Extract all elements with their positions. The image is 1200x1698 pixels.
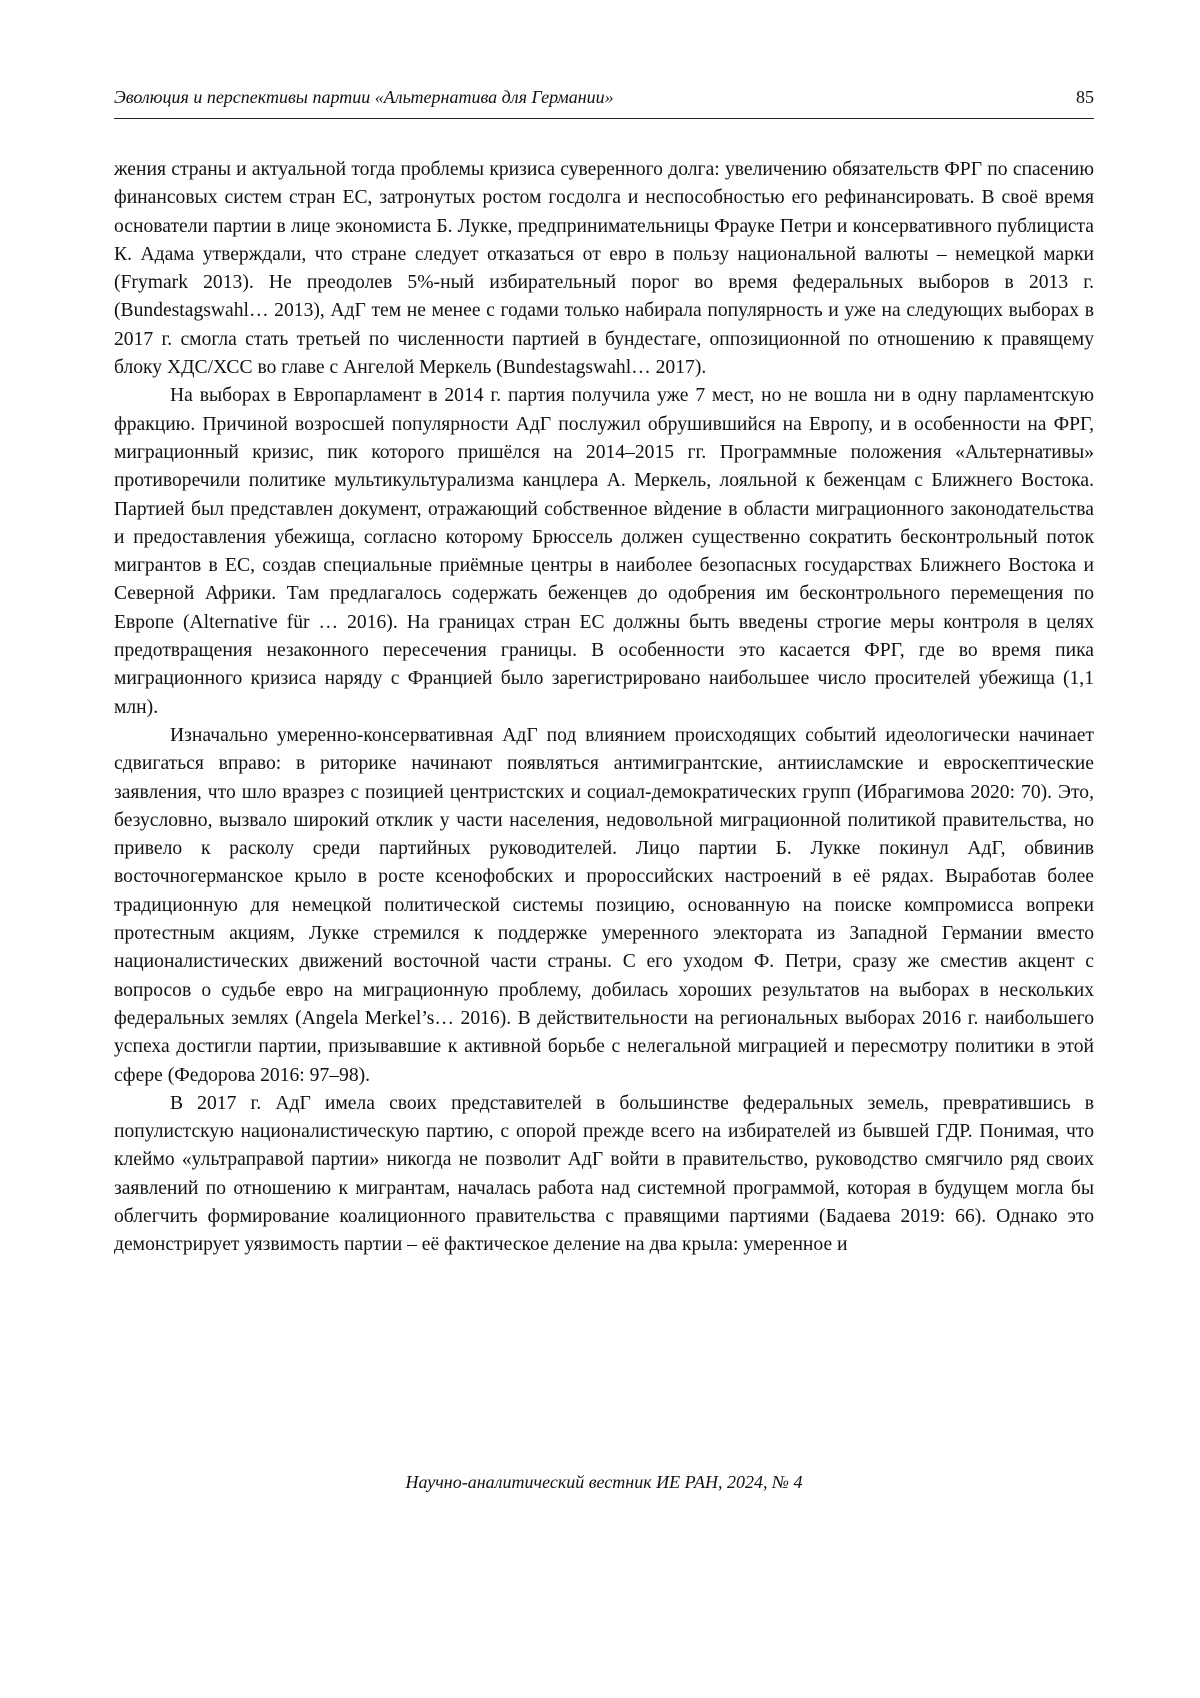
running-title: Эволюция и перспективы партии «Альтернатива для Германии» (114, 87, 614, 107)
paragraph: На выборах в Европарламент в 2014 г. партия получила уже 7 мест, но не вошла ни в одну парламентскую фракцию. Причиной возросшей популярности АдГ послужил обрушившийся на Европу, и в особенности на ФРГ, миграционный кризис, пик которого пришёлся на 2014–2015 гг. Программные положения «Альтернативы» противоречили политике мультикультурализма канцлера А. Меркель, лояльной к беженцам с Ближнего Востока. Партией был представлен документ, отражающий собственное вѝдение в области миграционного законодательства и предоставления убежища, согласно которому Брюссель должен существенно сократить бесконтрольный поток мигрантов в ЕС, создав специальные приёмные центры в наиболее безопасных государствах Ближнего Востока и Северной Африки. Там предлагалось содержать беженцев до одобрения им бесконтрольного перемещения по Европе (Alternative für … 2016). На границах стран ЕС должны быть введены строгие меры контроля в целях предотвращения незаконного пересечения границы. В особенности это касается ФРГ, где во время пика миграционного кризиса наряду с Францией было зарегистрировано наибольшее число просителей убежища (1,1 млн). (114, 385, 1094, 718)
journal-footer: Научно-аналитический вестник ИЕ РАН, 2024, № 4 (405, 1472, 803, 1492)
running-header (114, 84, 1094, 119)
page-number: 85 (1076, 87, 1094, 107)
article-body (114, 156, 1094, 1260)
paragraph: В 2017 г. АдГ имела своих представителей в большинстве федеральных земель, превратившись в популистскую националистическую партию, с опорой прежде всего на избирателей из бывшей ГДР. Понимая, что клеймо «ультраправой партии» никогда не позволит АдГ войти в правительство, руководство смягчило ряд своих заявлений по отношению к мигрантам, началась работа над системной программой, которая в будущем могла бы облегчить формирование коалиционного правительства с правящими партиями (Бадаева 2019: 66). Однако это демонстрирует уязвимость партии – её фактическое деление на два крыла: умеренное и (114, 1092, 1094, 1256)
paragraph: Изначально умеренно-консервативная АдГ под влиянием происходящих событий идеологически начинает сдвигаться вправо: в риторике начинают появляться антимигрантские, антиисламские и евроскептические заявления, что шло вразрез с позицией центристских и социал-демократических групп (Ибрагимова 2020: 70). Это, безусловно, вызвало широкий отклик у части населения, недовольной миграционной политикой правительства, но привело к расколу среди партийных руководителей. Лицо партии Б. Лукке покинул АдГ, обвинив восточногерманское крыло в росте ксенофобских и пророссийских настроений в её рядах. Выработав более традиционную для немецкой политической системы позицию, основанную на поиске компромисса вопреки протестным акциям, Лукке стремился к поддержке умеренного электората из Западной Германии вместо националистических движений восточной части страны. С его уходом Ф. Петри, сразу же сместив акцент с вопросов о судьбе евро на миграционную проблему, добилась хороших результатов на выборах в нескольких федеральных землях (Angela Merkel’s… 2016). В действительности на региональных выборах 2016 г. наибольшего успеха достигли партии, призывавшие к активной борьбе с нелегальной миграцией и пересмотру политики в этой сфере (Федорова 2016: 97–98). (114, 724, 1094, 1086)
paragraph-continued: жения страны и актуальной тогда проблемы кризиса суверенного долга: увеличению обязательств ФРГ по спасению финансовых систем стран ЕС, затронутых ростом госдолга и неспособностью его рефинансировать. В своё время основатели партии в лице экономиста Б. Лукке, предпринимательницы Фрауке Петри и консервативного публициста К. Адама утверждали, что стране следует отказаться от евро в пользу национальной валюты – немецкой марки (Frymark 2013). Не преодолев 5%-ный избирательный порог во время федеральных выборов в 2013 г. (Bundestagswahl… 2013), АдГ тем не менее с годами только набирала популярность и уже на следующих выборах в 2017 г. смогла стать третьей по численности партией в бундестаге, оппозиционной по отношению к правящему блоку ХДС/ХСС во главе с Ангелой Меркель (Bundestagswahl… 2017). (114, 159, 1094, 379)
